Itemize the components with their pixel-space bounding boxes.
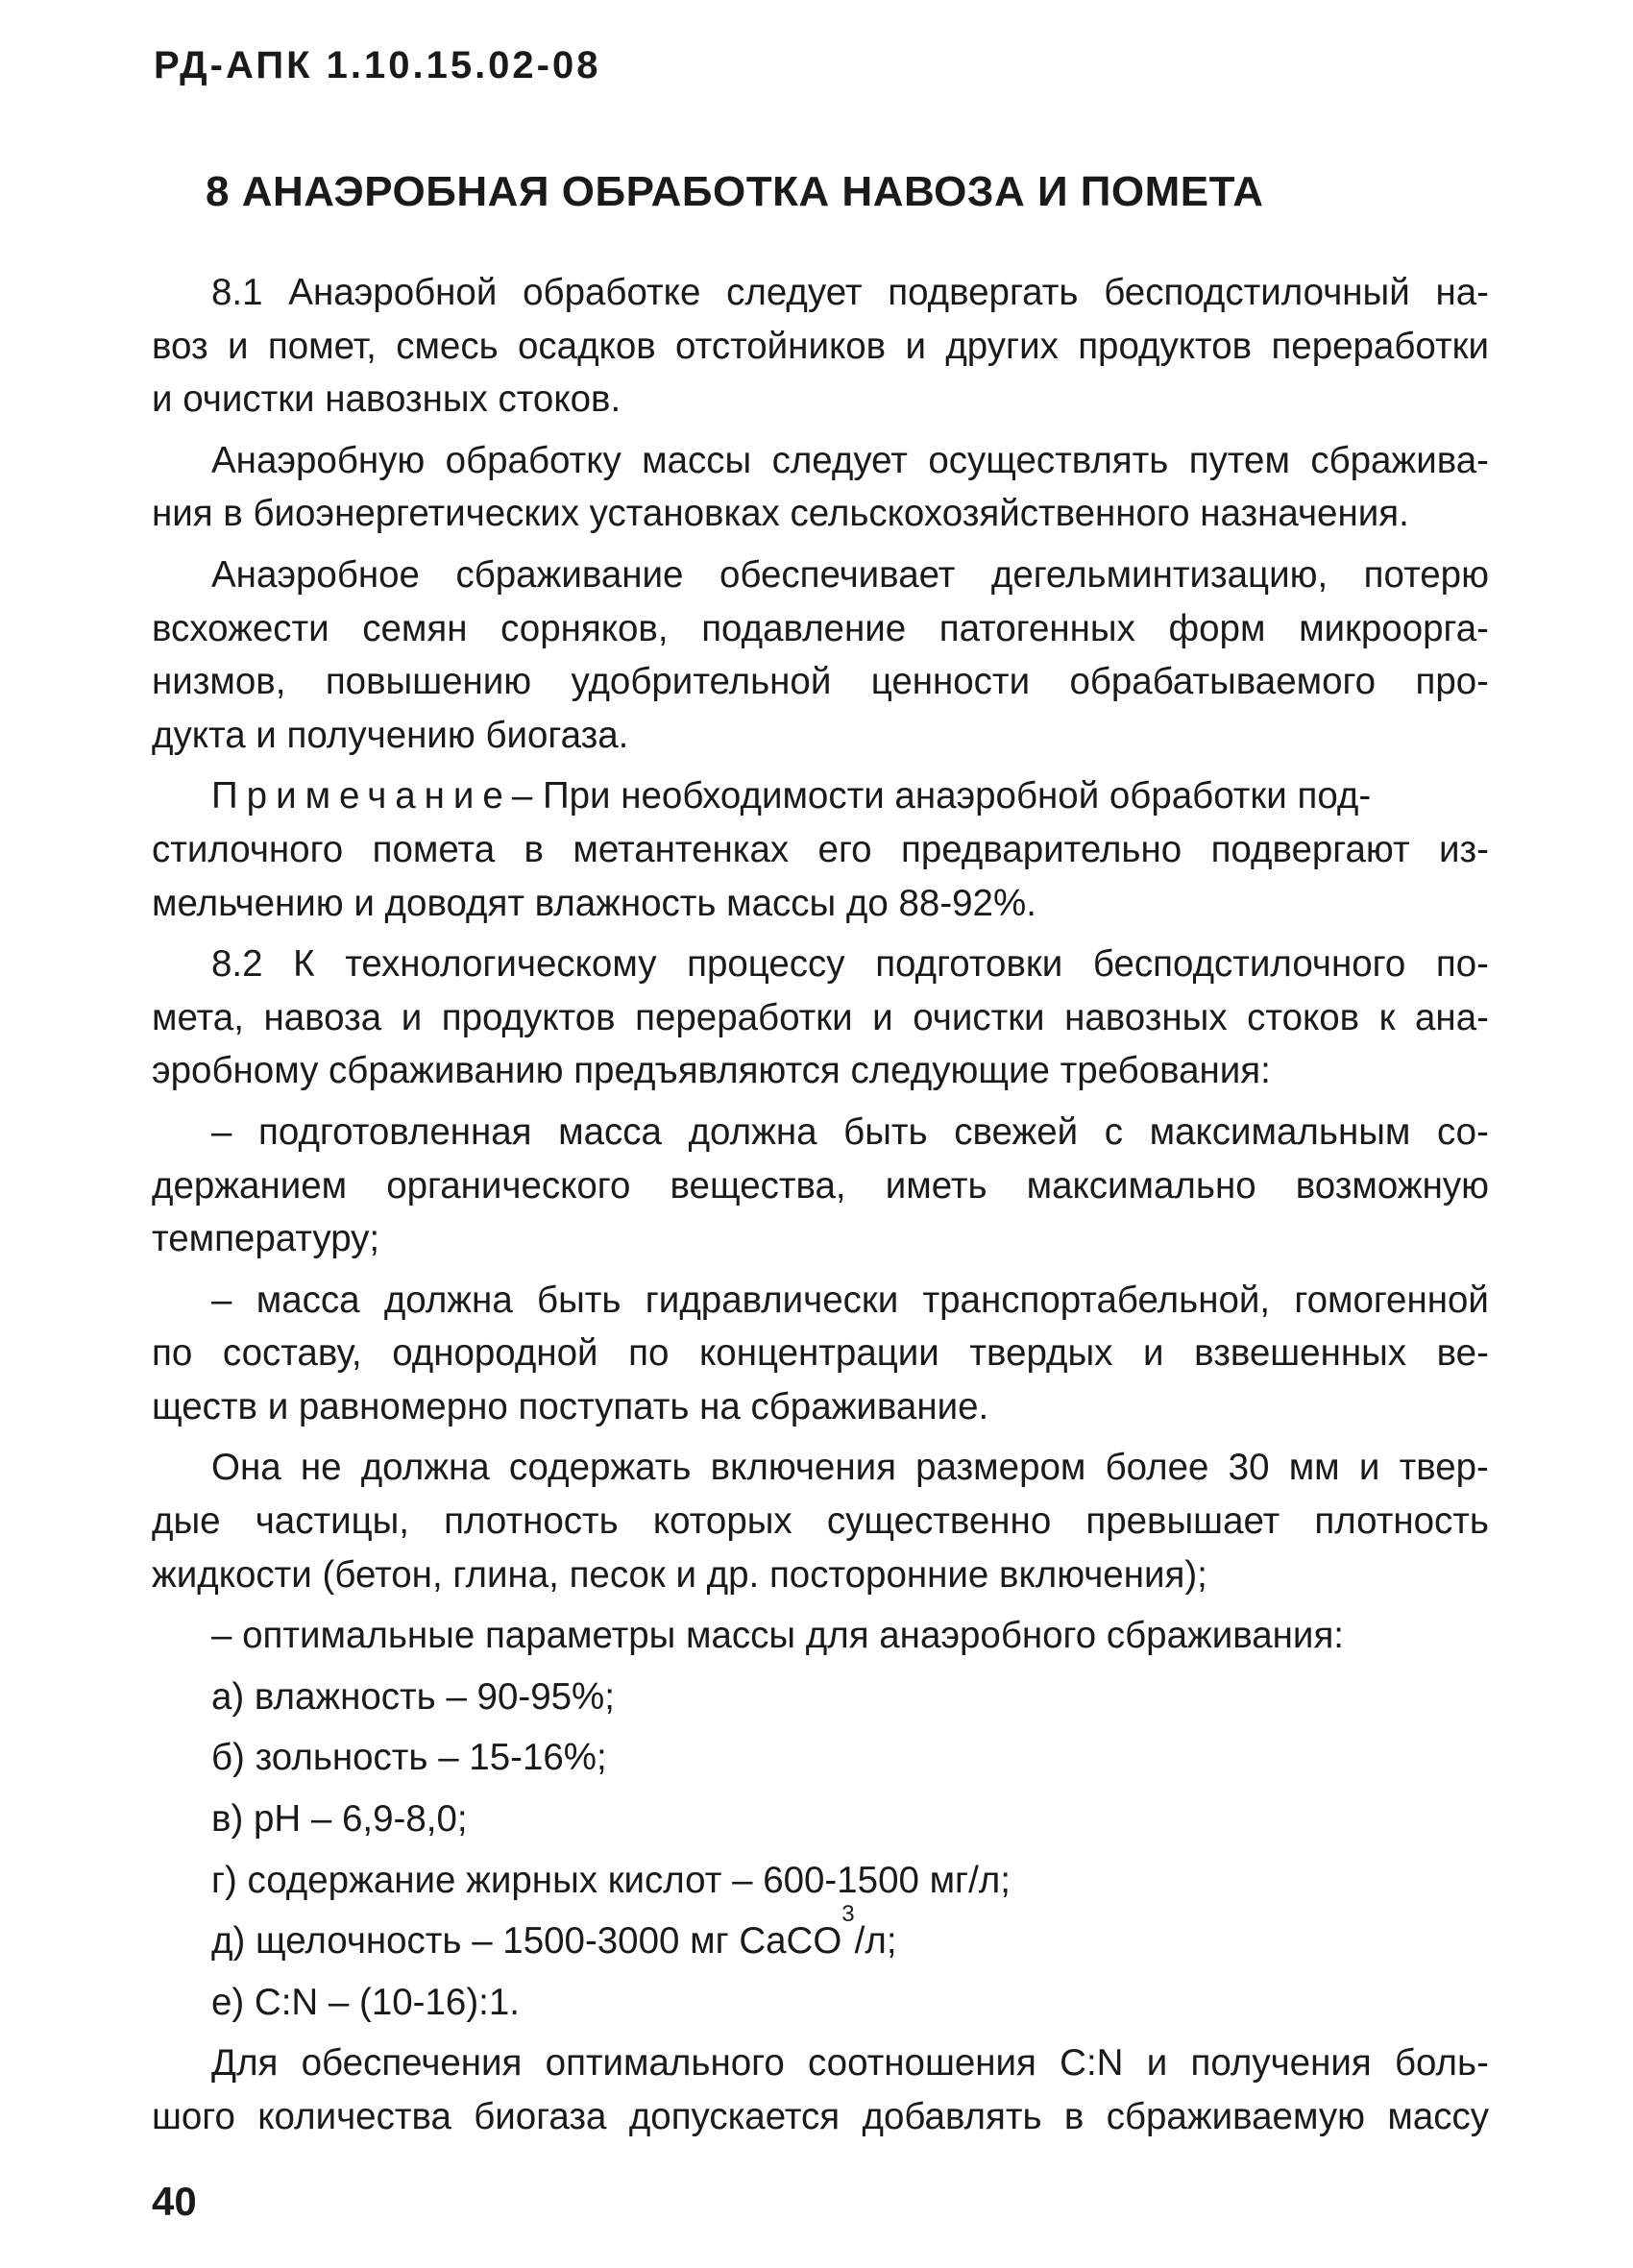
note-line	[152, 769, 1489, 823]
text-line: воз и помет, смесь осадков отстойников и других продуктов переработки	[152, 325, 1489, 367]
text-line: – оптимальные параметры массы для анаэробного сбраживания:	[211, 1615, 1344, 1657]
text-line: ния в биоэнергетических установках сельскохозяйственного назначения.	[152, 493, 1409, 535]
text-line: по составу, однородной по концентрации твердых и взвешенных ве-	[152, 1332, 1489, 1375]
text-line: дукта и получению биогаза.	[152, 714, 629, 756]
text-line: 8.2 К технологическому процессу подготовки бесподстилочного по-	[211, 943, 1489, 986]
list-item-text: д) щелочность – 1500-3000 мг CaCO	[211, 1920, 842, 1963]
document-code: РД-АПК 1.10.15.02-08	[154, 44, 601, 86]
section-title: 8 АНАЭРОБНАЯ ОБРАБОТКА НАВОЗА И ПОМЕТА	[206, 168, 1264, 215]
text-line: дые частицы, плотность которых существенно превышает плотность	[152, 1500, 1489, 1543]
list-item: а) влажность – 90-95%;	[211, 1675, 615, 1718]
list-item: е) C:N – (10-16):1.	[211, 1981, 520, 2023]
text-line: мельчению и доводят влажность массы до 88-92%.	[152, 882, 1036, 924]
text-line: мета, навоза и продуктов переработки и очистки навозных стоков к ана-	[152, 996, 1489, 1038]
text-line: и очистки навозных стоков.	[152, 378, 622, 421]
text-line: температуру;	[152, 1218, 380, 1260]
text-line: Анаэробную обработку массы следует осуществлять путем сбражива-	[211, 439, 1489, 481]
text-line: 8.1 Анаэробной обработке следует подвергать бесподстилочный на-	[211, 272, 1489, 313]
list-item	[152, 1901, 1489, 1968]
text-line: – подготовленная масса должна быть свежей с максимальным со-	[211, 1110, 1489, 1153]
list-item-text: /л;	[854, 1920, 897, 1963]
text-line: стилочного помета в метантенках его предварительно подвергают из-	[152, 828, 1489, 870]
note-label: Примечание	[211, 775, 512, 817]
text-line: ществ и равномерно поступать на сбраживание.	[152, 1385, 989, 1427]
body-text	[152, 266, 1489, 2144]
note-text: – При необходимости анаэробной обработки под-	[511, 775, 1372, 817]
text-line: Она не должна содержать включения размером более 30 мм и твер-	[211, 1447, 1489, 1489]
subscript: 3	[841, 1901, 855, 1928]
text-line: шого количества биогаза допускается добавлять в сбраживаемую массу	[152, 2096, 1489, 2137]
text-line: эробному сбраживанию предъявляются следующие требования:	[152, 1050, 1271, 1092]
text-line: Анаэробное сбраживание обеспечивает дегельминтизацию, потерю	[211, 553, 1489, 596]
text-line: держанием органического вещества, иметь максимально возможную	[152, 1164, 1489, 1207]
text-line: – масса должна быть гидравлически транспортабельной, гомогенной	[211, 1279, 1489, 1321]
list-item: в) рН – 6,9-8,0;	[211, 1798, 468, 1841]
text-line: Для обеспечения оптимального соотношения C:N и получения боль-	[211, 2042, 1489, 2085]
text-line: низмов, повышению удобрительной ценности обрабатываемого про-	[152, 661, 1489, 703]
list-item: б) зольность – 15-16%;	[211, 1737, 607, 1779]
text-line: всхожести семян сорняков, подавление патогенных форм микроорга-	[152, 607, 1489, 649]
text-line: жидкости (бетон, глина, песок и др. посторонние включения);	[152, 1553, 1207, 1596]
list-item: г) содержание жирных кислот – 600-1500 мг/л;	[211, 1859, 1011, 1901]
page-number: 40	[152, 2179, 197, 2224]
